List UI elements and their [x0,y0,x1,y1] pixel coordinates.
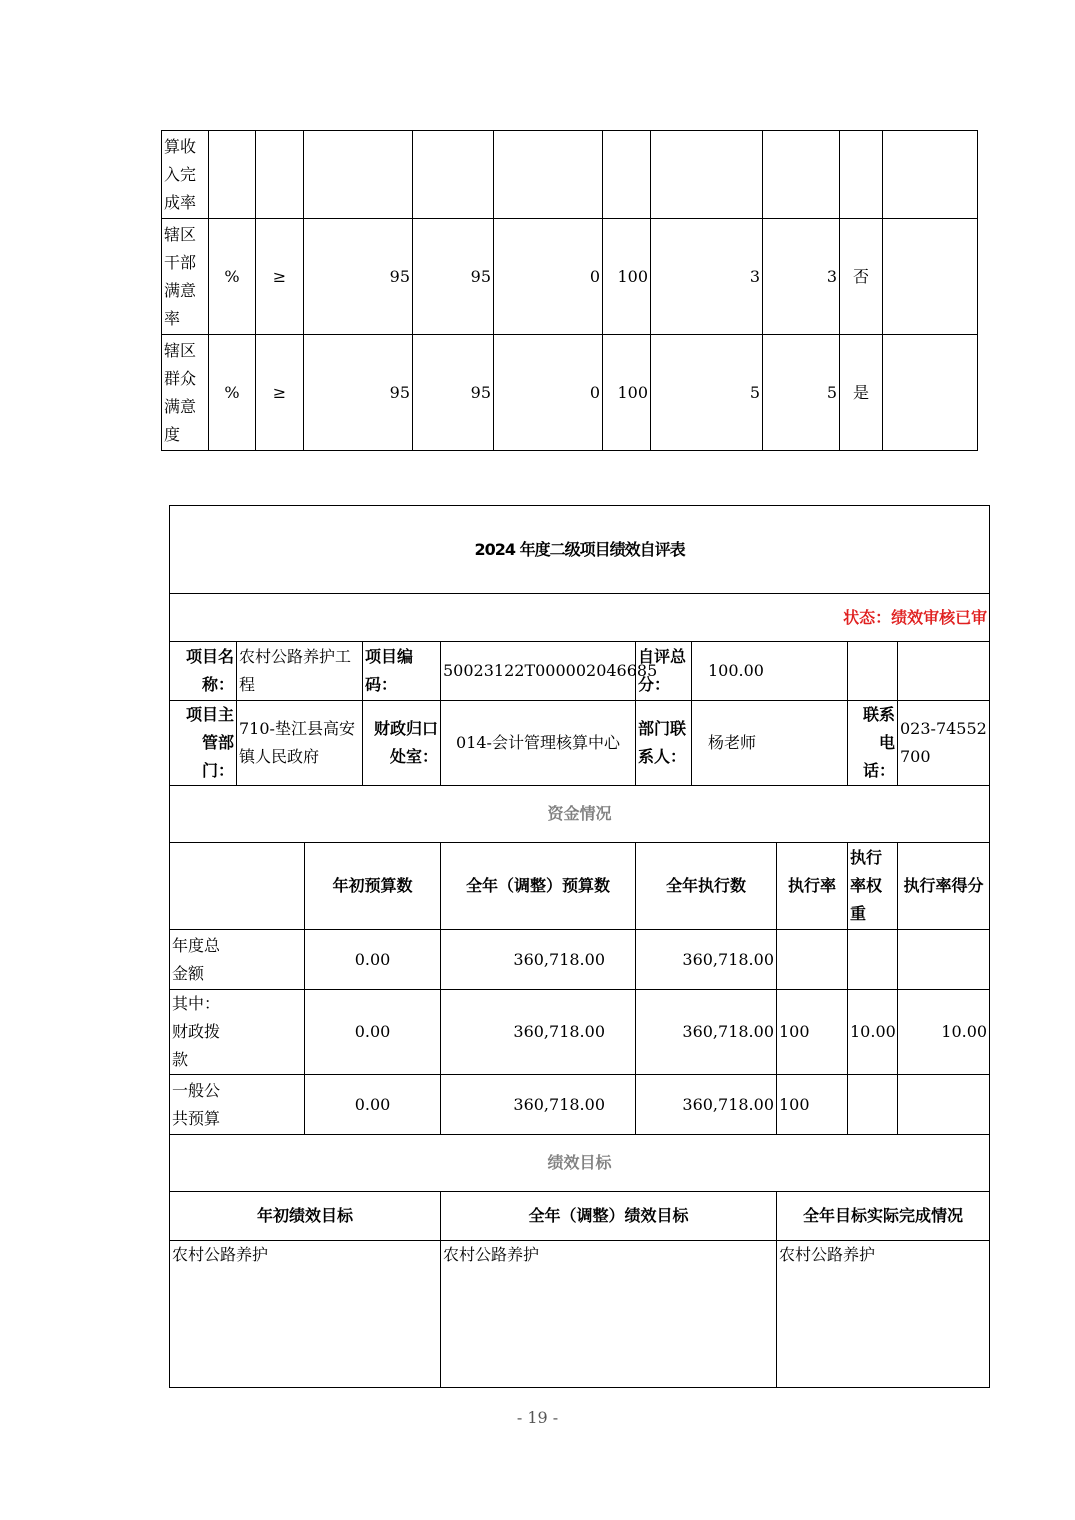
phone-label: 联系电话： [848,701,898,786]
page-number: - 19 - [516,1408,559,1427]
indicator-flag: 是 [840,335,883,451]
goals-header-row [170,1192,990,1241]
table-row [170,930,990,990]
indicator-operator [256,131,304,219]
contact-label: 部门联系人： [636,701,692,786]
project-code-value: 50023122T000002046685 [441,642,636,701]
goals-header-actual: 全年目标实际完成情况 [777,1192,990,1241]
funds-row-label: 年度总金额 [170,930,305,990]
status-badge: 状态：绩效审核已审 [170,594,990,642]
indicator-target: 95 [304,335,413,451]
self-evaluation-form [169,505,990,1388]
funds-header-rate: 执行率 [777,843,848,930]
indicator-score: 5 [763,335,840,451]
indicator-actual [494,131,603,219]
project-name-value: 农村公路养护工程 [237,642,363,701]
funds-adjusted: 360,718.00 [441,1075,636,1135]
funds-header-row [170,843,990,930]
indicator-unit [209,131,256,219]
funds-rate: 100 [777,990,848,1075]
project-info-row [170,642,990,701]
indicator-remark [883,131,978,219]
self-score-value: 100.00 [692,642,848,701]
funds-rate: 100 [777,1075,848,1135]
indicator-score: 3 [763,219,840,335]
goal-initial-value: 农村公路养护 [170,1241,441,1388]
form-title: 2024 年度二级项目绩效自评表 [170,506,990,594]
finance-office-value: 014-会计管理核算中心 [441,701,636,786]
indicator-flag [840,131,883,219]
funds-score [898,1075,990,1135]
department-value: 710-垫江县高安镇人民政府 [237,701,363,786]
funds-section-row [170,786,990,843]
indicator-rate: 100 [603,219,651,335]
funds-rate [777,930,848,990]
project-name-label: 项目名称： [170,642,237,701]
indicator-target-adjusted [413,131,494,219]
funds-score [898,930,990,990]
funds-header-weight: 执行率权重 [848,843,898,930]
table-row [170,1075,990,1135]
indicator-weight [651,131,763,219]
funds-header-score: 执行率得分 [898,843,990,930]
funds-header-initial: 年初预算数 [305,843,441,930]
funds-executed: 360,718.00 [636,930,777,990]
table-row [162,335,978,451]
indicator-rate [603,131,651,219]
indicator-rate: 100 [603,335,651,451]
funds-adjusted: 360,718.00 [441,930,636,990]
status-row [170,594,990,642]
phone-value: 023-74552700 [898,701,990,786]
goals-section-row [170,1135,990,1192]
empty-cell [898,642,990,701]
table-row [162,219,978,335]
funds-header-adjusted: 全年（调整）预算数 [441,843,636,930]
funds-header-blank [170,843,305,930]
funds-header-executed: 全年执行数 [636,843,777,930]
title-row [170,506,990,594]
indicator-score [763,131,840,219]
indicator-actual: 0 [494,219,603,335]
indicator-flag: 否 [840,219,883,335]
funds-executed: 360,718.00 [636,990,777,1075]
indicator-operator: ≥ [256,219,304,335]
indicator-weight: 5 [651,335,763,451]
funds-weight: 10.00 [848,990,898,1075]
funds-row-label: 一般公共预算 [170,1075,305,1135]
goals-header-adjusted: 全年（调整）绩效目标 [441,1192,777,1241]
indicator-unit: % [209,219,256,335]
indicator-name: 辖区群众满意度 [162,335,209,451]
funds-executed: 360,718.00 [636,1075,777,1135]
indicator-weight: 3 [651,219,763,335]
goal-actual-value: 农村公路养护 [777,1241,990,1388]
table-row [162,131,978,219]
funds-initial: 0.00 [305,1075,441,1135]
indicator-operator: ≥ [256,335,304,451]
department-info-row [170,701,990,786]
indicator-target [304,131,413,219]
contact-value: 杨老师 [692,701,848,786]
funds-row-label: 其中：财政拨款 [170,990,305,1075]
funds-weight [848,1075,898,1135]
indicator-target-adjusted: 95 [413,335,494,451]
indicator-unit: % [209,335,256,451]
goals-header-initial: 年初绩效目标 [170,1192,441,1241]
empty-cell [848,642,898,701]
department-label: 项目主管部门： [170,701,237,786]
indicator-target-adjusted: 95 [413,219,494,335]
indicator-actual: 0 [494,335,603,451]
funds-section-title: 资金情况 [170,786,990,843]
indicator-name: 算收入完成率 [162,131,209,219]
table-row [170,990,990,1075]
goals-content-row [170,1241,990,1388]
goal-adjusted-value: 农村公路养护 [441,1241,777,1388]
indicator-remark [883,219,978,335]
funds-initial: 0.00 [305,990,441,1075]
indicator-target: 95 [304,219,413,335]
self-score-label: 自评总分： [636,642,692,701]
funds-initial: 0.00 [305,930,441,990]
funds-score: 10.00 [898,990,990,1075]
project-code-label: 项目编码： [363,642,441,701]
funds-adjusted: 360,718.00 [441,990,636,1075]
indicator-table-continued [161,130,978,451]
finance-office-label: 财政归口处室： [363,701,441,786]
funds-weight [848,930,898,990]
indicator-remark [883,335,978,451]
indicator-name: 辖区干部满意率 [162,219,209,335]
goals-section-title: 绩效目标 [170,1135,990,1192]
